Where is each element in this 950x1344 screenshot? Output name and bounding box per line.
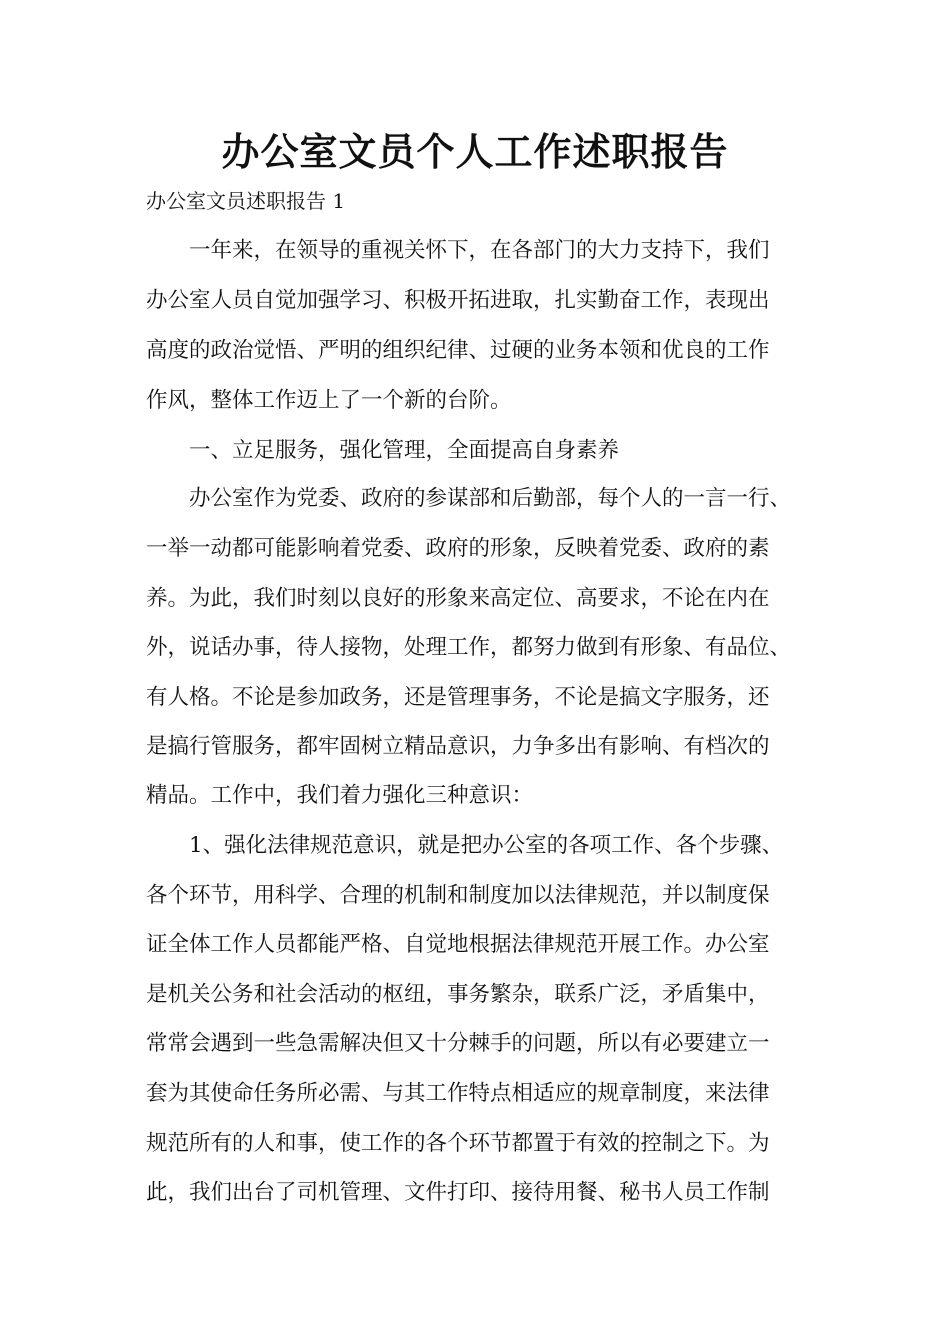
paragraph-line: 此，我们出台了司机管理、文件打印、接待用餐、秘书人员工作制: [146, 1180, 770, 1205]
paragraph-line: 套为其使命任务所必需、与其工作特点相适应的规章制度，来法律: [146, 1081, 770, 1106]
paragraph-line: 办公室作为党委、政府的参谋部和后勤部，每个人的一言一行、: [189, 486, 792, 511]
paragraph-line: 1、强化法律规范意识，就是把办公室的各项工作、各个步骤、: [189, 833, 784, 858]
paragraph-line: 有人格。不论是参加政务，还是管理事务，不论是搞文字服务，还: [146, 685, 770, 710]
document-subtitle: 办公室文员述职报告 1: [146, 189, 346, 213]
paragraph-line: 作风，整体工作迈上了一个新的台阶。: [146, 388, 512, 413]
paragraph-line: 养。为此，我们时刻以良好的形象来高定位、高要求，不论在内在: [146, 586, 770, 611]
paragraph-line: 规范所有的人和事，使工作的各个环节都置于有效的控制之下。为: [146, 1131, 770, 1156]
paragraph-line: 各个环节，用科学、合理的机制和制度加以法律规范，并以制度保: [146, 883, 770, 908]
section-heading: 一、立足服务，强化管理，全面提高自身素养: [189, 438, 620, 463]
document-title: 办公室文员个人工作述职报告: [221, 129, 729, 174]
paragraph-line: 证全体工作人员都能严格、自觉地根据法律规范开展工作。办公室: [146, 932, 770, 957]
paragraph-line: 精品。工作中，我们着力强化三种意识：: [146, 783, 534, 808]
paragraph-line: 是搞行管服务，都牢固树立精品意识，力争多出有影响、有档次的: [146, 734, 770, 759]
paragraph-line: 是机关公务和社会活动的枢纽，事务繁杂，联系广泛，矛盾集中，: [146, 982, 770, 1007]
paragraph-line: 办公室人员自觉加强学习、积极开拓进取，扎实勤奋工作，表现出: [146, 288, 770, 313]
paragraph-line: 一举一动都可能影响着党委、政府的形象，反映着党委、政府的素: [146, 536, 770, 561]
paragraph-line: 外，说话办事，待人接物，处理工作，都努力做到有形象、有品位、: [146, 635, 792, 660]
paragraph-line: 一年来，在领导的重视关怀下，在各部门的大力支持下，我们: [189, 238, 770, 263]
paragraph-line: 高度的政治觉悟、严明的组织纪律、过硬的业务本领和优良的工作: [146, 338, 770, 363]
paragraph-line: 常常会遇到一些急需解决但又十分棘手的问题，所以有必要建立一: [146, 1031, 770, 1056]
